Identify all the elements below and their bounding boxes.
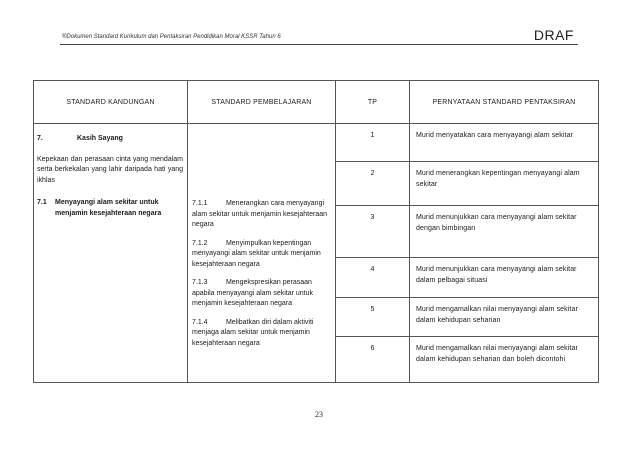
assessment-statement: Murid mengamalkan nilai menyayangi alam sekitar dalam kehidupan seharian bbox=[410, 298, 599, 337]
tp-level: 5 bbox=[336, 298, 410, 337]
unit-description: Kepekaan dan perasaan cinta yang mendalam serta berkekalan yang lahir daripada hati yang ikhlas bbox=[37, 155, 183, 184]
learning-code: 7.1.1 bbox=[192, 200, 208, 207]
learning-item bbox=[192, 239, 331, 271]
learning-text: Melibatkan diri dalam aktiviti menjaga alam sekitar untuk menjamin kesejahteraan negara bbox=[192, 318, 314, 347]
content-standard-cell bbox=[34, 124, 188, 383]
header-pernyataan: PERNYATAAN STANDARD PENTAKSIRAN bbox=[410, 81, 599, 124]
standards-table bbox=[33, 80, 599, 383]
assessment-statement: Murid menerangkan kepentingan menyayangi alam sekitar bbox=[410, 162, 599, 206]
learning-item bbox=[192, 199, 331, 231]
learning-code: 7.1.2 bbox=[192, 239, 208, 247]
learning-item bbox=[192, 278, 331, 310]
learning-text: Menerangkan cara menyayangi alam sekitar untuk menjamin kesejahteraan negara bbox=[192, 200, 328, 228]
learning-code: 7.1.3 bbox=[192, 279, 208, 286]
unit-number: 7. bbox=[37, 135, 43, 142]
page-number: 23 bbox=[315, 410, 323, 419]
learning-text: Mengekspresikan perasaan apabila menyayangi alam sekitar untuk menjamin kesejahteraan negara bbox=[192, 279, 314, 307]
tp-level: 6 bbox=[336, 337, 410, 383]
learning-code: 7.1.4 bbox=[192, 318, 208, 326]
table-row bbox=[34, 124, 599, 162]
sub-standard-title: Menyayangi alam sekitar untuk menjamin kesejahteraan negara bbox=[55, 199, 162, 217]
tp-level: 3 bbox=[336, 206, 410, 258]
header-standard-pembelajaran: STANDARD PEMBELAJARAN bbox=[188, 81, 336, 124]
draft-label: DRAF bbox=[533, 27, 574, 43]
unit-title: Kasih Sayang bbox=[77, 135, 123, 142]
learning-text: Menyimpulkan kepentingan menyayangi alam sekitar untuk menjamin kesejahteraan negara bbox=[192, 239, 321, 268]
sub-standard-heading bbox=[37, 198, 183, 219]
table-header-row bbox=[34, 81, 599, 124]
header-tp: TP bbox=[336, 81, 410, 124]
learning-item bbox=[192, 318, 331, 350]
tp-level: 2 bbox=[336, 162, 410, 206]
assessment-statement: Murid mengamalkan nilai menyayangi alam sekitar dalam kehidupan seharian dan boleh dicontohi bbox=[410, 337, 599, 383]
document-header-title: ®Dokumen Standard Kurikulum dan Pentaksiran Pendidikan Moral KSSR Tahun 6 bbox=[62, 34, 281, 40]
unit-heading bbox=[37, 134, 183, 145]
tp-level: 1 bbox=[336, 124, 410, 162]
header-divider bbox=[60, 44, 578, 45]
header-standard-kandungan: STANDARD KANDUNGAN bbox=[34, 81, 188, 124]
learning-standard-cell bbox=[188, 124, 336, 383]
assessment-statement: Murid menunjukkan cara menyayangi alam sekitar dengan bimbingan bbox=[410, 206, 599, 258]
assessment-statement: Murid menunjukkan cara menyayangi alam sekitar dalam pelbagai situasi bbox=[410, 258, 599, 298]
assessment-statement: Murid menyatakan cara menyayangi alam sekitar bbox=[410, 124, 599, 162]
tp-level: 4 bbox=[336, 258, 410, 298]
sub-standard-number: 7.1 bbox=[37, 199, 47, 206]
